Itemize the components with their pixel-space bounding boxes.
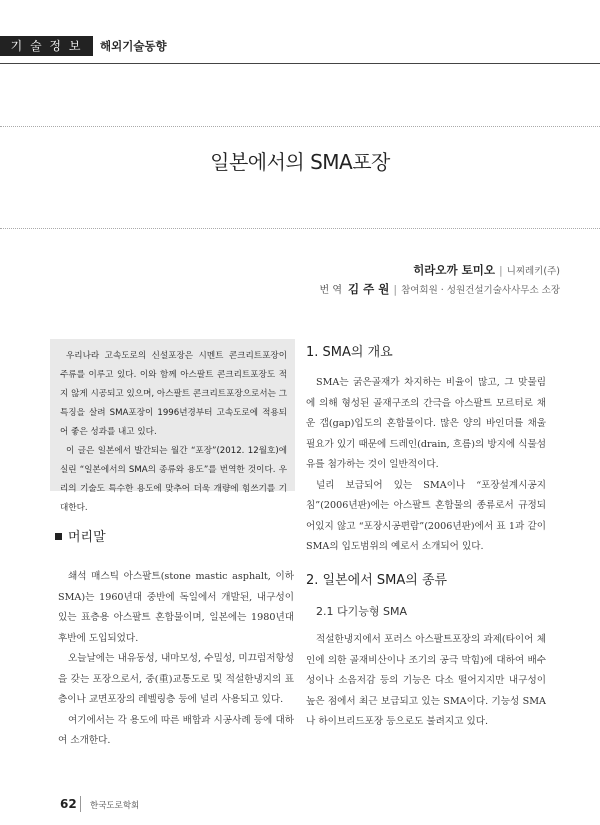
- section2-body: [306, 630, 546, 733]
- paragraph: 널리 보급되어 있는 SMA이나 “포장설계시공지침”(2006년판)에는 아스팔트 혼합물의 종류로서 규정되어있지 않고 “포장시공편람”(2006년판)에서 표 1과 같이 SMA의 입도범위의 예로서 소개되어 있다.: [306, 479, 546, 552]
- intro-body: [58, 567, 294, 752]
- translator-affiliation: 참여회원 · 성원건설기술사사무소 소장: [401, 285, 560, 296]
- paragraph: 여기에서는 각 용도에 따른 배합과 시공사례 등에 대하여 소개한다.: [58, 714, 294, 746]
- author-name: 히라오까 토미오: [413, 263, 495, 277]
- footer-divider: [80, 796, 81, 812]
- section1-body: [306, 373, 546, 558]
- section1-heading: 1. SMA의 개요: [306, 345, 393, 360]
- page-number: 62: [60, 797, 77, 811]
- category-tag: 기 술 정 보: [0, 36, 93, 56]
- intro-heading: 머리말: [55, 526, 106, 545]
- paragraph: SMA는 굵은골재가 차지하는 비율이 많고, 그 맞물림에 의해 형성된 골재구조의 간극을 아스팔트 모르터로 채운 갭(gap)입도의 혼합물이다. 많은 양의 바인더를 채울 필요가 있기 때문에 드레인(drain, 흐름)의 방지에 식물섬유를 첨가하는 것이 일반적이다.: [306, 377, 546, 470]
- translator-label: 번 역: [319, 285, 343, 296]
- translator-name: 김 주 원: [348, 282, 390, 296]
- section-label: 해외기술동향: [100, 39, 167, 53]
- author-affiliation: 니찌레키(주): [506, 266, 560, 277]
- abstract-paragraph: 이 글은 일본에서 발간되는 월간 “포장”(2012. 12월호)에 실린 “일본에서의 SMA의 종류와 용도”를 번역한 것이다. 우리의 기술도 특수한 용도에 맞추어 더욱 개량에 힘쓰기를 기대한다.: [60, 446, 287, 513]
- author-line: 히라오까 토미오 | 니찌레키(주): [413, 263, 560, 277]
- square-bullet-icon: [55, 533, 62, 540]
- header-divider: [0, 63, 600, 64]
- publication-name: 한국도로학회: [90, 801, 140, 811]
- section2-subheading: 2.1 다기능형 SMA: [316, 605, 407, 618]
- title-bottom-divider: [0, 228, 600, 229]
- translator-line: 번 역 김 주 원 | 참여회원 · 성원건설기술사사무소 소장: [319, 282, 560, 296]
- paragraph: 적설한냉지에서 포러스 아스팔트포장의 과제(타이어 체인에 의한 골재비산이나 조기의 공극 막힘)에 대하여 배수성이나 소음저감 등의 기능은 다소 떨어지지만 내구성이 높은 점에서 최근 보급되고 있는 SMA이다. 기능성 SMA나 하이브리드포장 등으로도 불려지고 있다.: [306, 634, 546, 727]
- page-title: 일본에서의 SMA포장: [210, 150, 390, 174]
- abstract-paragraph: 우리나라 고속도로의 신설포장은 시멘트 콘크리트포장이 주류를 이루고 있다. 이와 함께 아스팔트 콘크리트포장도 적지 않게 시공되고 있으며, 아스팔트 콘크리트포장으로서는 그 특징을 살려 SMA포장이 1996년경부터 고속도로에 적용되어 좋은 성과를 내고 있다.: [60, 351, 287, 437]
- title-top-divider: [0, 126, 600, 127]
- paragraph: 오늘날에는 내유동성, 내마모성, 수밀성, 미끄럼저항성을 갖는 포장으로서, 중(重)교통도로 및 적설한냉지의 표층이나 교면포장의 레벨링층 등에 널리 사용되고 있다.: [58, 653, 294, 705]
- paragraph: 쇄석 매스틱 아스팔트(stone mastic asphalt, 이하 SMA)는 1960년대 중반에 독일에서 개발된, 내구성이 있는 표층용 아스팔트 혼합물이며, 일본에는 1980년대 후반에 도입되었다.: [58, 571, 294, 644]
- abstract-box: [50, 339, 295, 513]
- section2-heading: 2. 일본에서 SMA의 종류: [306, 573, 448, 588]
